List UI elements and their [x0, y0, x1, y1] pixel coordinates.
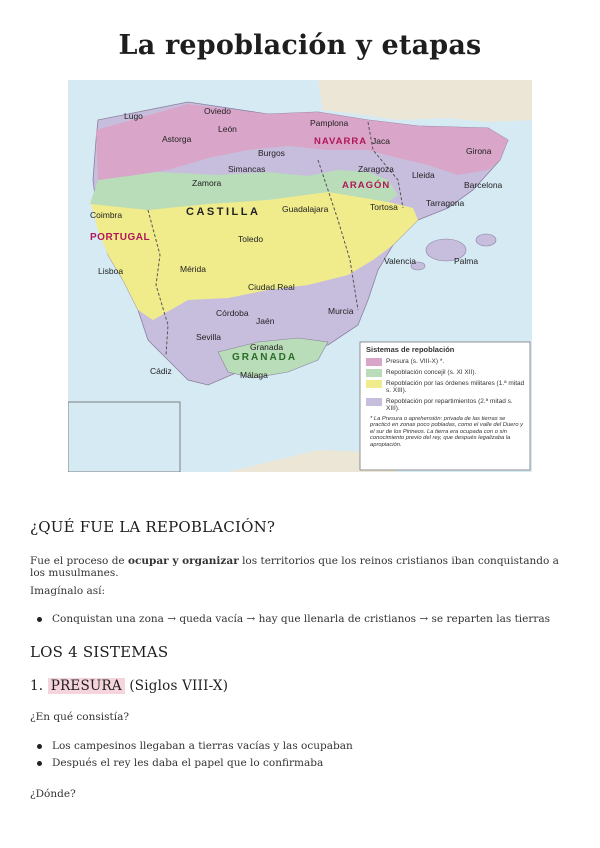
imaginalo-list	[30, 611, 575, 628]
city-label: Zaragoza	[358, 164, 394, 174]
question-consistia: ¿En qué consistía?	[30, 711, 129, 723]
city-label: León	[218, 124, 237, 134]
legend-item-label: Repoblación por las órdenes militares (1.ª mitad s. XIII).	[386, 379, 525, 394]
map-legend	[366, 346, 526, 448]
definition-emphasis: ocupar y organizar	[128, 555, 239, 567]
subsection-period: (Siglos VIII-X)	[129, 678, 229, 694]
city-label: Cádiz	[150, 366, 172, 376]
legend-swatch	[366, 398, 382, 406]
definition-paragraph	[30, 555, 575, 579]
city-label: Pamplona	[310, 118, 349, 128]
region-label-aragon: ARAGÓN	[342, 180, 391, 191]
list-item-text: Después el rey les daba el papel que lo confirmaba	[52, 757, 324, 769]
legend-item-label: Presura (s. VIII-X) *.	[386, 357, 445, 365]
city-label: Málaga	[240, 370, 268, 380]
list-item	[30, 738, 575, 755]
legend-swatch	[366, 358, 382, 366]
city-label: Tortosa	[370, 202, 398, 212]
legend-item	[366, 358, 526, 366]
repopulation-map	[68, 80, 532, 472]
definition-text-start: Fue el proceso de	[30, 555, 128, 567]
city-label: Jaca	[372, 136, 390, 146]
city-label: Tarragona	[426, 198, 465, 208]
city-label: Jaén	[256, 316, 275, 326]
region-label-castilla: CASTILLA	[186, 206, 261, 218]
page-title: La repoblación y etapas	[118, 30, 482, 61]
city-label: Barcelona	[464, 180, 503, 190]
city-label: Córdoba	[216, 308, 249, 318]
city-label: Girona	[466, 146, 492, 156]
bullet-icon	[37, 617, 42, 622]
city-label: Burgos	[258, 148, 285, 158]
city-label: Lisboa	[98, 266, 124, 276]
region-label-portugal: PORTUGAL	[90, 232, 151, 243]
legend-swatch	[366, 369, 382, 377]
city-label: Mérida	[180, 264, 206, 274]
region-label-navarra: NAVARRA	[314, 136, 368, 147]
region-label-granada: GRANADA	[232, 352, 298, 363]
question-donde: ¿Dónde?	[30, 788, 76, 800]
city-label: Granada	[250, 342, 284, 352]
map-cities	[68, 80, 532, 472]
city-label: Coimbra	[90, 210, 123, 220]
list-item	[30, 611, 575, 628]
bullet-icon	[37, 744, 42, 749]
section-heading-sistemas: LOS 4 SISTEMAS	[30, 643, 169, 661]
bullet-icon	[37, 761, 42, 766]
section-heading-repoblacion: ¿QUÉ FUE LA REPOBLACIÓN?	[30, 518, 276, 536]
city-label: Lleida	[412, 170, 435, 180]
subsection-heading-presura	[30, 678, 228, 694]
city-label: Guadalajara	[282, 204, 329, 214]
legend-item-label: Repoblación concejil (s. XI XII).	[386, 368, 477, 376]
city-label: Zamora	[192, 178, 222, 188]
city-label: Astorga	[162, 134, 192, 144]
city-label: Simancas	[228, 164, 266, 174]
city-label: Oviedo	[204, 106, 231, 116]
legend-item	[366, 380, 526, 395]
presura-highlight: PRESURA	[48, 678, 125, 694]
legend-item	[366, 398, 526, 413]
city-label: Ciudad Real	[248, 282, 295, 292]
subsection-number: 1.	[30, 678, 44, 694]
city-label: Lugo	[124, 111, 143, 121]
city-label: Valencia	[384, 256, 416, 266]
list-item-text: Conquistan una zona → queda vacía → hay que llenarla de cristianos → se reparten las tierras	[52, 613, 551, 625]
legend-note: * La Presura o aprehensión: privada de las tierras se practicó en zonas poco pobladas, como el valle del Duero y el sur de los Pirineos. La tierra era ocupada con o sin conocimiento previo del rey, que después legalizaba la apropiación.	[370, 415, 524, 448]
city-label: Sevilla	[196, 332, 222, 342]
legend-title: Sistemas de repoblación	[366, 345, 455, 354]
definition-text-end: los territorios que los reinos cristianos iban conquistando a los musulmanes.	[30, 555, 559, 579]
imaginalo-label: Imagínalo así:	[30, 585, 106, 597]
list-item	[30, 755, 575, 772]
legend-swatch	[366, 380, 382, 388]
city-label: Murcia	[328, 306, 354, 316]
legend-item-label: Repoblación por repartimientos (2.ª mitad s. XIII).	[386, 397, 513, 412]
city-label: Toledo	[238, 234, 264, 244]
legend-item	[366, 369, 526, 377]
presura-list	[30, 738, 575, 772]
city-label: Palma	[454, 256, 479, 266]
list-item-text: Los campesinos llegaban a tierras vacías y las ocupaban	[52, 740, 353, 752]
